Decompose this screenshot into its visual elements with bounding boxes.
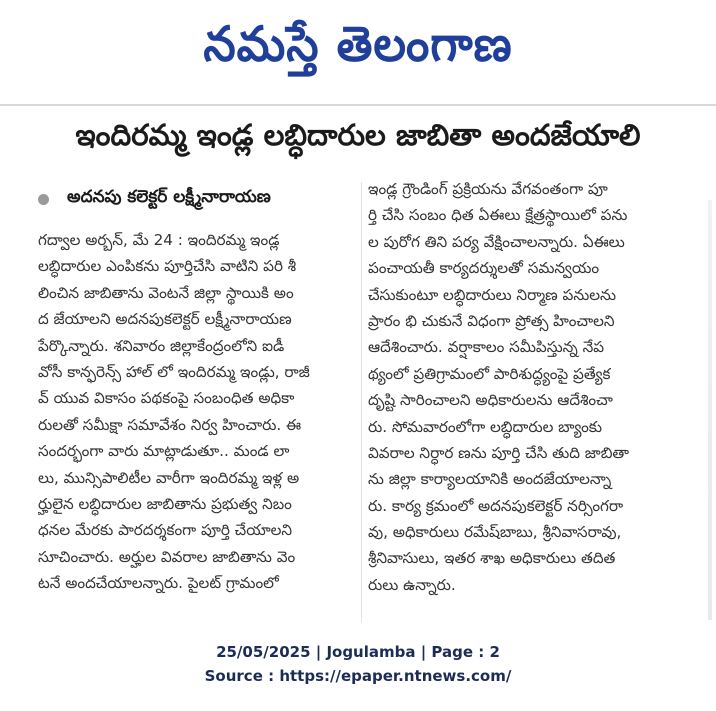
article-text-line: పంచాయతీ కార్యదర్శులతో సమన్వయం bbox=[368, 259, 600, 278]
article-text-line: వు, అధికారులు రమేష్‌బాబు, శ్రీనివాసరావు, bbox=[368, 523, 622, 542]
article-text-line: సందర్భంగా వారు మాట్లాడుతూ.. మండ లా bbox=[38, 442, 290, 461]
article-text-line: టనే అందచేయాలన్నారు. పైలట్ గ్రామంలో bbox=[38, 574, 279, 593]
article-text-line: పేర్కొన్నారు. శనివారం జిల్లాకేంద్రంలోని ఐడీ bbox=[38, 336, 285, 355]
masthead bbox=[0, 0, 716, 100]
article-text-line: రులు ఉన్నారు. bbox=[368, 575, 456, 594]
article-text-line: లు, మున్సిపాలిటీల వారీగా ఇందిరమ్మ ఇళ్ల అ bbox=[38, 468, 300, 487]
article-text-line: ర్తి చేసి సంబం ధిత ఏఈలు క్షేత్రస్థాయిలో పను bbox=[368, 206, 628, 225]
article-text-line: రులతో సమీక్షా సమావేశం నిర్వ హించారు. ఈ bbox=[38, 415, 302, 434]
article-text-line: సూచించారు. అర్హుల వివరాల జాబితాను వెం bbox=[38, 547, 296, 566]
article-text-line: ధనల మేరకు పారదర్శకంగా పూర్తి చేయాలని bbox=[38, 521, 293, 540]
footer bbox=[0, 640, 716, 700]
article-text-line: దృష్టి సారించాలని అధికారులను ఆదేశించా bbox=[368, 391, 613, 410]
subhead-text: అదనపు కలెక్టర్ లక్ష్మీనారాయణ bbox=[67, 187, 271, 207]
article-text-line: ను జిల్లా కార్యాలయానికి అందజేయాలన్నా bbox=[368, 470, 612, 489]
article-text-line: ర్హులైన లబ్ధిదారుల జాబితాను ప్రభుత్వ నిబం bbox=[38, 494, 292, 513]
bullet-icon bbox=[38, 194, 49, 205]
article-text-line: లించిన జాబితాను వెంటనే జిల్లా స్థాయికి అం bbox=[38, 283, 294, 302]
article-text-line: వివరాల నిర్ధార ణను పూర్తి చేసి తుది జాబితా bbox=[368, 443, 630, 462]
newspaper-logo: నమస్తే తెలంగాణ bbox=[203, 15, 513, 73]
article-text-line: ఆదేశించారు. వర్షాకాలం సమీపిస్తున్న నేప bbox=[368, 338, 605, 357]
header-divider bbox=[0, 104, 716, 106]
article-text-line: ద జేయాలని అదనపుకలెక్టర్ లక్ష్మీనారాయణ bbox=[38, 310, 292, 329]
article-text-line: శ్రీనివాసులు, ఇతర శాఖ అధికారులు తదిత bbox=[368, 549, 616, 568]
article-text-line: ల పురోగ తిని పర్య వేక్షించాలన్నారు. ఏఈలు bbox=[368, 232, 625, 251]
article-text-line: థ్యంలో ప్రతిగ్రామంలో పారిశుద్ధ్యంపై ప్రత్యేక bbox=[368, 364, 611, 383]
article-text-line: ప్రారం భి చుకునే విధంగా ప్రోత్స హించాలని bbox=[368, 311, 615, 330]
article-text-line: రు. కార్య క్రమంలో అదనపుకలెక్టర్ నర్సింగరా bbox=[368, 496, 624, 515]
column-divider bbox=[361, 182, 362, 622]
article-text-line: లబ్ధిదారుల ఎంపికను పూర్తిచేసి వాటిని పరి శీ bbox=[38, 257, 297, 276]
footer-edition: 25/05/2025 | Jogulamba | Page : 2 bbox=[216, 643, 500, 661]
article-text-line: వ్ యువ వికాసం పథకంపై సంబంధిత అధికా bbox=[38, 389, 295, 408]
article-subhead bbox=[38, 184, 358, 214]
page-edge-strip bbox=[708, 200, 712, 620]
footer-source: Source : https://epaper.ntnews.com/ bbox=[204, 667, 512, 685]
article-text-line: ఇండ్ల గ్రౌండింగ్ ప్రక్రియను వేగవంతంగా పూ bbox=[368, 180, 608, 198]
article-headline: ఇందిరమ్మ ఇండ్ల లబ్ధిదారుల జాబితా అందజేయాలి bbox=[75, 118, 641, 152]
article-right-column bbox=[368, 176, 698, 598]
article-left-column bbox=[38, 227, 358, 596]
article-text-line: గద్వాల అర్బన్, మే 24 : ఇందిరమ్మ ఇండ్ల bbox=[38, 231, 280, 249]
article-text-line: రు. సోమవారంలోగా లబ్ధిదారుల బ్యాంకు bbox=[368, 417, 602, 436]
article-text-line: చేసుకుంటూ లబ్ధిదారులు నిర్మాణ పనులను bbox=[368, 285, 616, 304]
article-text-line: వోసీ కాన్ఫరెన్స్ హాల్ లో ఇందిరమ్మ ఇండ్లు, రాజీ bbox=[38, 362, 310, 381]
